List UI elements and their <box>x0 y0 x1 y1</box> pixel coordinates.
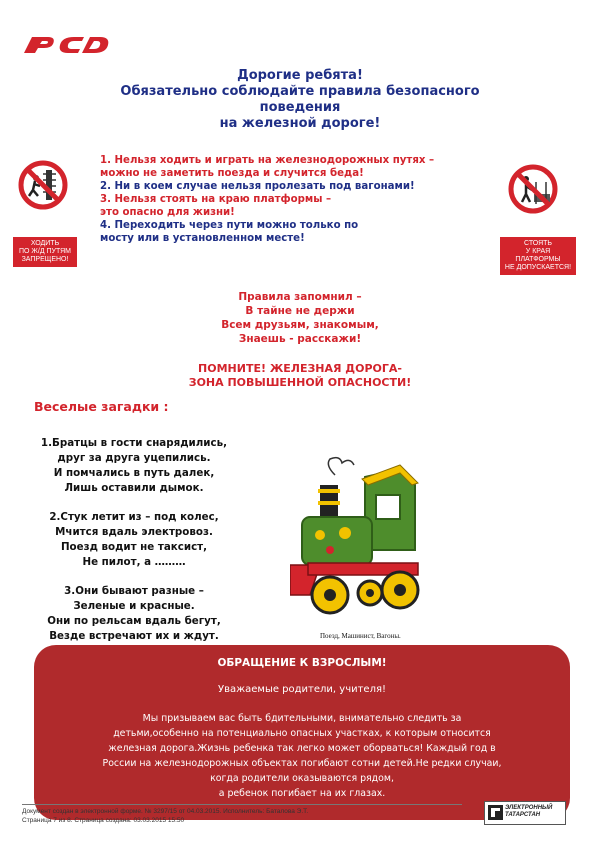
riddle-line: Зеленые и красные. <box>73 600 195 612</box>
rule-line: 4. Переходить через пути можно только по <box>100 220 359 231</box>
panel-line: когда родители оказываются рядом, <box>210 773 394 784</box>
header-line: на железной дороге! <box>219 116 381 131</box>
riddle-line: 3.Они бывают разные – <box>64 585 204 597</box>
riddle-2 <box>0 510 268 570</box>
document-footer <box>22 804 462 825</box>
poem-line: Правила запомнил – <box>238 291 362 303</box>
riddle-line: Лишь оставили дымок. <box>64 482 204 494</box>
poem-line: В тайне не держи <box>245 305 355 317</box>
rule-line: 3. Нельзя стоять на краю платформы – <box>100 194 332 205</box>
electronic-tatarstan-badge <box>484 801 566 825</box>
rule-line: 2. Ни в коем случае нельзя пролезать под вагонами! <box>100 181 415 192</box>
riddle-line: 2.Стук летит из – под колес, <box>49 511 219 523</box>
plate-line: ХОДИТЬ <box>30 240 60 247</box>
rules-poem <box>150 290 450 346</box>
sign-plate-right <box>500 237 576 275</box>
panel-title: ОБРАЩЕНИЕ К ВЗРОСЛЫМ! <box>217 657 387 669</box>
badge-logo-icon <box>488 805 503 820</box>
panel-line: детьми,особенно на потенциально опасных участках, к которым относится <box>113 728 491 739</box>
danger-warning <box>100 362 500 390</box>
riddle-line: Везде встречают их и ждут. <box>49 630 219 642</box>
panel-line: Мы призываем вас быть бдительными, внимательно следить за <box>142 713 462 724</box>
rule-line: мосту или в установленном месте! <box>100 233 305 244</box>
riddle-line: И помчались в путь далек, <box>53 467 215 479</box>
rule-line: можно не заметить поезда и случится беда! <box>100 168 364 179</box>
panel-body <box>52 711 552 801</box>
plate-line: НЕ ДОПУСКАЕТСЯ! <box>504 264 572 271</box>
plate-line: ПО Ж/Д ПУТЯМ <box>18 248 71 255</box>
warning-line: ПОМНИТЕ! ЖЕЛЕЗНАЯ ДОРОГА- <box>198 362 402 375</box>
panel-greeting: Уважаемые родители, учителя! <box>218 684 386 695</box>
adults-appeal-panel <box>34 645 570 820</box>
header-line: Дорогие ребята! <box>237 68 363 83</box>
riddle-3 <box>0 584 268 644</box>
no-standing-platform-edge-icon <box>508 164 558 214</box>
header-line: поведения <box>259 100 341 115</box>
rzd-logo <box>22 33 112 55</box>
panel-line: России на железнодорожных объектах погибают сотни детей.Не редки случаи, <box>102 758 502 769</box>
riddle-line: Не пилот, а ……… <box>82 556 186 568</box>
header-line: Обязательно соблюдайте правила безопасного <box>120 84 480 99</box>
rule-line: это опасно для жизни! <box>100 207 235 218</box>
riddle-1 <box>0 436 268 496</box>
riddle-line: 1.Братцы в гости снарядились, <box>40 437 228 449</box>
plate-line: ПЛАТФОРМЫ <box>515 256 561 263</box>
panel-line: а ребенок погибает на их глазах. <box>218 788 386 799</box>
train-illustration <box>290 455 440 630</box>
no-walking-on-tracks-icon <box>18 160 68 210</box>
plate-line: У КРАЯ <box>525 248 551 255</box>
rule-line: 1. Нельзя ходить и играть на железнодорожных путях – <box>100 155 435 166</box>
page-header <box>40 68 560 132</box>
warning-line: ЗОНА ПОВЫШЕННОЙ ОПАСНОСТИ! <box>188 376 412 389</box>
footer-line: Страница 7 из 8. Страница создана: 03.03.2015 15:50 <box>22 817 185 824</box>
safety-rules <box>100 154 500 245</box>
plate-line: СТОЯТЬ <box>524 240 552 247</box>
badge-text <box>505 805 552 819</box>
footer-line: Документ создан в электронной форме. № 3297/15 от 04.03.2015. Исполнитель: Баталова Э.Т. <box>22 808 309 815</box>
riddle-answers: Поезд, Машинист, Вагоны. <box>320 632 401 640</box>
sign-plate-left <box>13 237 77 267</box>
panel-line: железная дорога.Жизнь ребенка так легко может оборваться! Каждый год в <box>108 743 496 754</box>
poem-line: Знаешь - расскажи! <box>238 333 362 345</box>
riddle-line: Поезд водит не таксист, <box>60 541 208 553</box>
riddle-line: друг за друга уцепились. <box>57 452 211 464</box>
badge-line: ТАТАРСТАН <box>505 812 541 818</box>
badge-line: ЭЛЕКТРОННЫЙ <box>505 805 553 811</box>
poem-line: Всем друзьям, знакомым, <box>221 319 379 331</box>
riddle-line: Они по рельсам вдаль бегут, <box>47 615 221 627</box>
riddles-title: Веселые загадки : <box>34 399 169 414</box>
riddle-line: Мчится вдаль электровоз. <box>55 526 213 538</box>
plate-line: ЗАПРЕЩЕНО! <box>21 256 69 263</box>
